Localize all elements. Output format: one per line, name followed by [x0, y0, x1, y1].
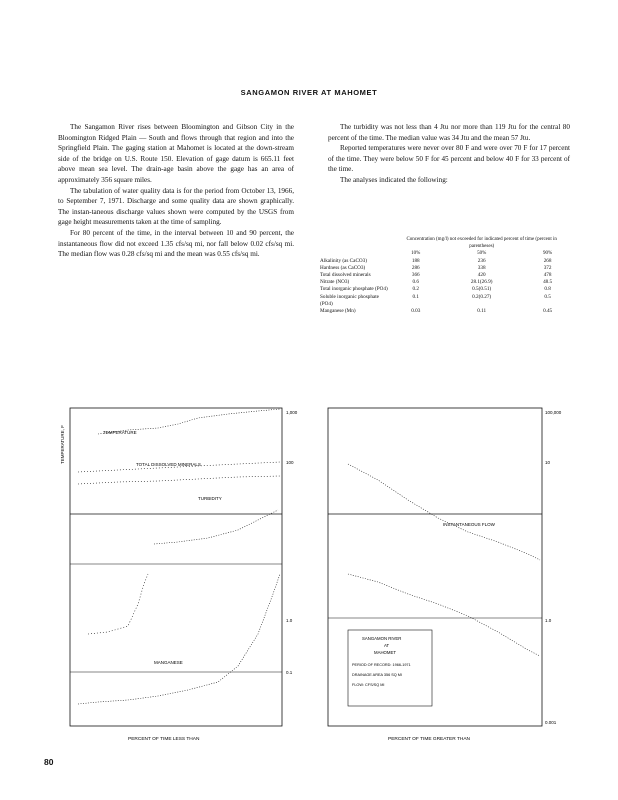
- right-axis-tick: 1.0: [286, 618, 293, 623]
- cell: 366: [411, 272, 420, 279]
- legend-line: AT: [384, 643, 390, 648]
- row-label: Manganese (Mn): [320, 308, 356, 315]
- cell: 0.8: [544, 286, 551, 293]
- cell: 268: [543, 257, 552, 264]
- right-axis-tick: 1,000: [286, 410, 298, 415]
- cell: 0.11: [477, 308, 487, 315]
- cell: 0.2(0.27): [472, 293, 492, 300]
- temperature-label: TEMPERATURE: [103, 430, 137, 435]
- table-row: [318, 294, 570, 308]
- cell: 0.5: [544, 293, 551, 300]
- page-number: 80: [44, 757, 54, 767]
- cell: 338: [477, 264, 486, 271]
- legend-line: MAHOMET: [374, 650, 396, 655]
- right-axis-tick: 0.001: [545, 720, 557, 725]
- column-header: 10%: [411, 251, 421, 257]
- legend-line: FLOW: CFS/SQ MI: [352, 683, 385, 687]
- table-row: [318, 272, 570, 279]
- flow-label: INSTANTANEOUS FLOW: [443, 522, 495, 527]
- paragraph: The turbidity was not less than 4 Jtu nor more than 119 Jtu for the central 80 percent of the time. The median value was 34 Jtu and the mean 57 Jtu.: [328, 123, 570, 142]
- cell: 0.5(0.51): [472, 286, 492, 293]
- cell: 0.45: [543, 308, 553, 315]
- cell: 372: [543, 264, 552, 271]
- table-row: [318, 265, 570, 272]
- paragraph: Reported temperatures were never over 80 F and were over 70 F for 17 percent of the time. They were below 50 F for 45 percent and below 40 F for 33 percent of the time.: [328, 144, 570, 174]
- cell: 0.2: [412, 286, 419, 293]
- right-axis-tick: 0.1: [286, 670, 293, 675]
- table-header: Concentration (mg/l) not exceeded for indicated percent of time (percent in parentheses): [406, 237, 557, 250]
- right-axis-tick: 100,000: [545, 410, 562, 415]
- cell: 48.5: [543, 279, 553, 286]
- right-axis-tick: 10: [545, 460, 551, 465]
- legend-line: SANGAMON RIVER: [362, 636, 402, 641]
- page-title: SANGAMON RIVER AT MAHOMET: [240, 88, 378, 97]
- row-label: Hardness (as CaCO3): [320, 264, 366, 271]
- y-axis-label: TEMPERATURE, F: [60, 425, 65, 464]
- row-label: Alkalinity (as CaCO3): [320, 257, 367, 264]
- table-row: [318, 258, 570, 265]
- paragraph: The tabulation of water quality data is for the period from October 13, 1966, to September 7, 1971. Discharge and some quality data are shown graphically. The instan-taneous discharge values shown were computed by the USGS from gage height measurements taken at the time of sampling.: [58, 186, 294, 227]
- paragraph: For 80 percent of the time, in the interval between 10 and 90 percent, the instantaneous flow did not exceed 1.35 cfs/sq mi, nor fall below 0.02 cfs/sq mi. The median flow was 0.28 cfs/sq mi and the mean was 0.55 cfs/sq mi.: [58, 228, 294, 259]
- row-label: Total dissolved minerals: [320, 272, 371, 279]
- cell: 478: [543, 272, 552, 279]
- legend-line: PERIOD OF RECORD: 1966-1971: [352, 663, 411, 667]
- cell: 286: [411, 264, 420, 271]
- x-axis-label: PERCENT OF TIME GREATER THAN: [388, 737, 471, 742]
- row-label: Nitrate (NO3): [320, 279, 350, 286]
- column-header: 90%: [543, 251, 553, 257]
- cell: 420: [477, 272, 486, 279]
- right-text-column: [328, 122, 570, 186]
- row-label: Total inorganic phosphate (PO4): [320, 286, 388, 293]
- manganese-label: MANGANESE: [154, 660, 183, 665]
- quality-plots: [58, 404, 578, 742]
- left-text-column: [58, 122, 294, 260]
- cell: 28.1(26.9): [470, 279, 493, 286]
- cell: 236: [477, 257, 486, 264]
- left-plot-panel: [60, 408, 298, 742]
- concentration-table: [318, 236, 570, 315]
- legend-line: DRAINAGE AREA 356 SQ MI: [352, 673, 403, 677]
- cell: 0.1: [412, 293, 419, 300]
- paragraph: The Sangamon River rises between Bloomington and Gibson City in the Bloomington Ridged Plain — South and flows through that region and into the Springfield Plain. The gaging station at Mahomet is located at the down-stream side of the bridge on U.S. Route 150. Elevation of gage datum is 665.11 feet above mean sea level. The drain-age basin above the gage has an area of approximately 356 square miles.: [58, 123, 294, 184]
- right-axis-tick: 100: [286, 460, 294, 465]
- x-axis-label: PERCENT OF TIME LESS THAN: [128, 737, 200, 742]
- row-label: Soluble inorganic phosphate (PO4): [320, 293, 379, 307]
- table-row: [318, 308, 570, 315]
- dissolved-minerals-label: TOTAL DISSOLVED MINERALS: [136, 462, 201, 467]
- cell: 188: [411, 257, 420, 264]
- turbidity-label: TURBIDITY: [198, 496, 222, 501]
- right-plot-panel: [328, 408, 562, 742]
- column-header: 50%: [477, 251, 487, 257]
- right-axis-tick: 1.0: [545, 618, 552, 623]
- cell: 0.03: [411, 308, 421, 315]
- paragraph: The analyses indicated the following:: [340, 175, 448, 184]
- cell: 0.6: [412, 279, 419, 286]
- table-row: [318, 286, 570, 293]
- legend-box: [348, 630, 432, 706]
